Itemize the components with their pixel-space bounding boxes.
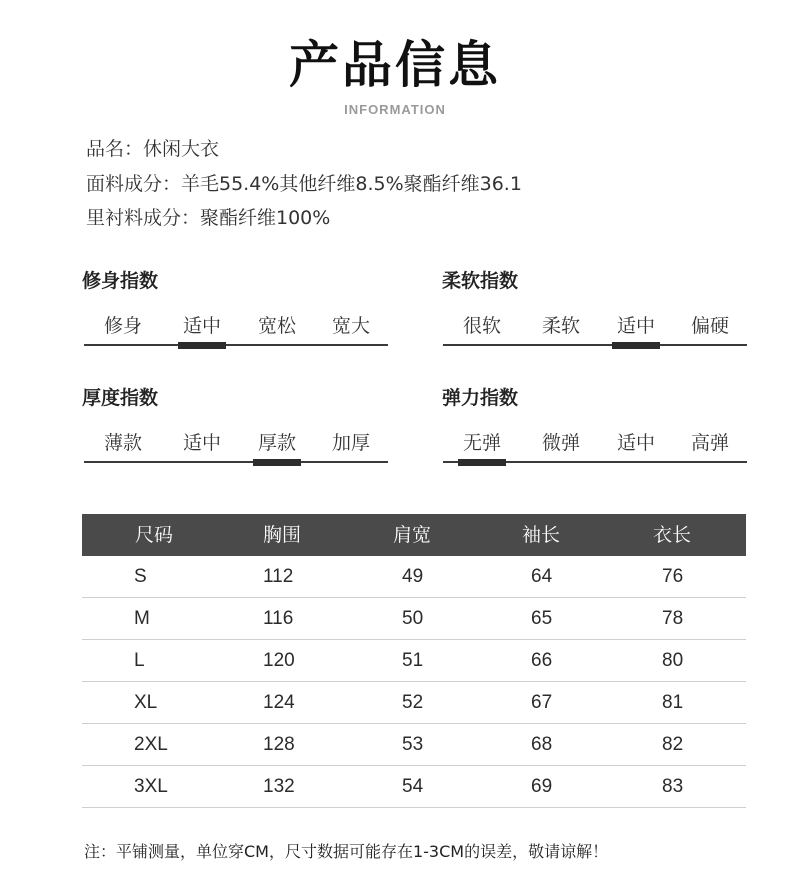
- cell-shoulder: 52: [402, 692, 424, 713]
- table-header: [82, 514, 746, 556]
- cell-sleeve: 68: [531, 734, 553, 755]
- cell-chest: 132: [263, 776, 295, 797]
- thickness-index-title: 厚度指数: [82, 387, 159, 409]
- scale-option: 微弹: [541, 432, 581, 454]
- scale-option: 加厚: [331, 432, 371, 454]
- cell-sleeve: 64: [531, 566, 553, 587]
- table-row: [82, 556, 746, 598]
- cell-shoulder: 50: [402, 608, 424, 629]
- scale-line: [443, 344, 747, 346]
- cell-shoulder: 51: [402, 650, 424, 671]
- cell-size: 3XL: [134, 776, 168, 797]
- scale-option: 柔软: [541, 315, 581, 337]
- scale-marker: [612, 342, 660, 349]
- cell-length: 80: [662, 650, 684, 671]
- scale-option: 厚款: [257, 432, 297, 454]
- cell-chest: 120: [263, 650, 295, 671]
- scale-option: 修身: [103, 315, 143, 337]
- column-header: 肩宽: [393, 524, 432, 546]
- size-table: [82, 514, 746, 808]
- scale-marker: [458, 459, 506, 466]
- cell-size: 2XL: [134, 734, 168, 755]
- column-header: 袖长: [522, 524, 561, 546]
- table-row: [82, 724, 746, 766]
- cell-size: L: [134, 650, 145, 671]
- elasticity-index-title: 弹力指数: [442, 387, 519, 409]
- scale-marker: [253, 459, 301, 466]
- cell-sleeve: 66: [531, 650, 553, 671]
- product-name: 品名：休闲大衣: [86, 138, 220, 160]
- fit-index-title: 修身指数: [82, 270, 159, 292]
- cell-chest: 116: [263, 608, 294, 629]
- page-title: 产品信息: [289, 36, 501, 94]
- scale-option: 无弹: [462, 432, 502, 454]
- scale-option: 薄款: [103, 432, 143, 454]
- cell-shoulder: 49: [402, 566, 424, 587]
- table-row: [82, 640, 746, 682]
- scale-option: 宽松: [257, 315, 297, 337]
- scale-option: 适中: [616, 432, 656, 454]
- scale-marker: [178, 342, 226, 349]
- column-header: 衣长: [653, 524, 692, 546]
- softness-index-title: 柔软指数: [442, 270, 519, 292]
- cell-length: 78: [662, 608, 684, 629]
- thickness-index-scale: [84, 429, 388, 469]
- cell-size: M: [134, 608, 150, 629]
- cell-sleeve: 67: [531, 692, 553, 713]
- scale-option: 高弹: [690, 432, 730, 454]
- scale-option: 适中: [182, 432, 222, 454]
- cell-shoulder: 53: [402, 734, 424, 755]
- cell-sleeve: 65: [531, 608, 553, 629]
- table-row: [82, 598, 746, 640]
- fit-index-scale: [84, 312, 388, 352]
- scale-option: 适中: [182, 315, 222, 337]
- scale-option: 偏硬: [690, 315, 730, 337]
- cell-shoulder: 54: [402, 776, 424, 797]
- fabric-composition: 面料成分：羊毛55.4%其他纤维8.5%聚酯纤维36.1: [86, 173, 522, 195]
- scale-option: 适中: [616, 315, 656, 337]
- scale-line: [84, 344, 388, 346]
- cell-chest: 124: [263, 692, 295, 713]
- cell-chest: 112: [263, 566, 294, 587]
- column-header: 尺码: [135, 524, 174, 546]
- cell-length: 82: [662, 734, 684, 755]
- column-header: 胸围: [263, 524, 302, 546]
- table-row: [82, 766, 746, 808]
- cell-length: 81: [662, 692, 684, 713]
- measurement-note: 注：平铺测量，单位穿CM，尺寸数据可能存在1-3CM的误差，敬请谅解！: [84, 842, 609, 861]
- softness-index-scale: [443, 312, 747, 352]
- table-row: [82, 682, 746, 724]
- cell-size: XL: [134, 692, 158, 713]
- cell-size: S: [134, 566, 147, 587]
- elasticity-index-scale: [443, 429, 747, 469]
- cell-length: 76: [662, 566, 684, 587]
- page-subtitle: INFORMATION: [344, 102, 446, 117]
- lining-composition: 里衬料成分：聚酯纤维100%: [86, 207, 331, 229]
- cell-length: 83: [662, 776, 684, 797]
- scale-option: 宽大: [331, 315, 371, 337]
- cell-chest: 128: [263, 734, 295, 755]
- scale-line: [84, 461, 388, 463]
- cell-sleeve: 69: [531, 776, 553, 797]
- scale-option: 很软: [462, 315, 502, 337]
